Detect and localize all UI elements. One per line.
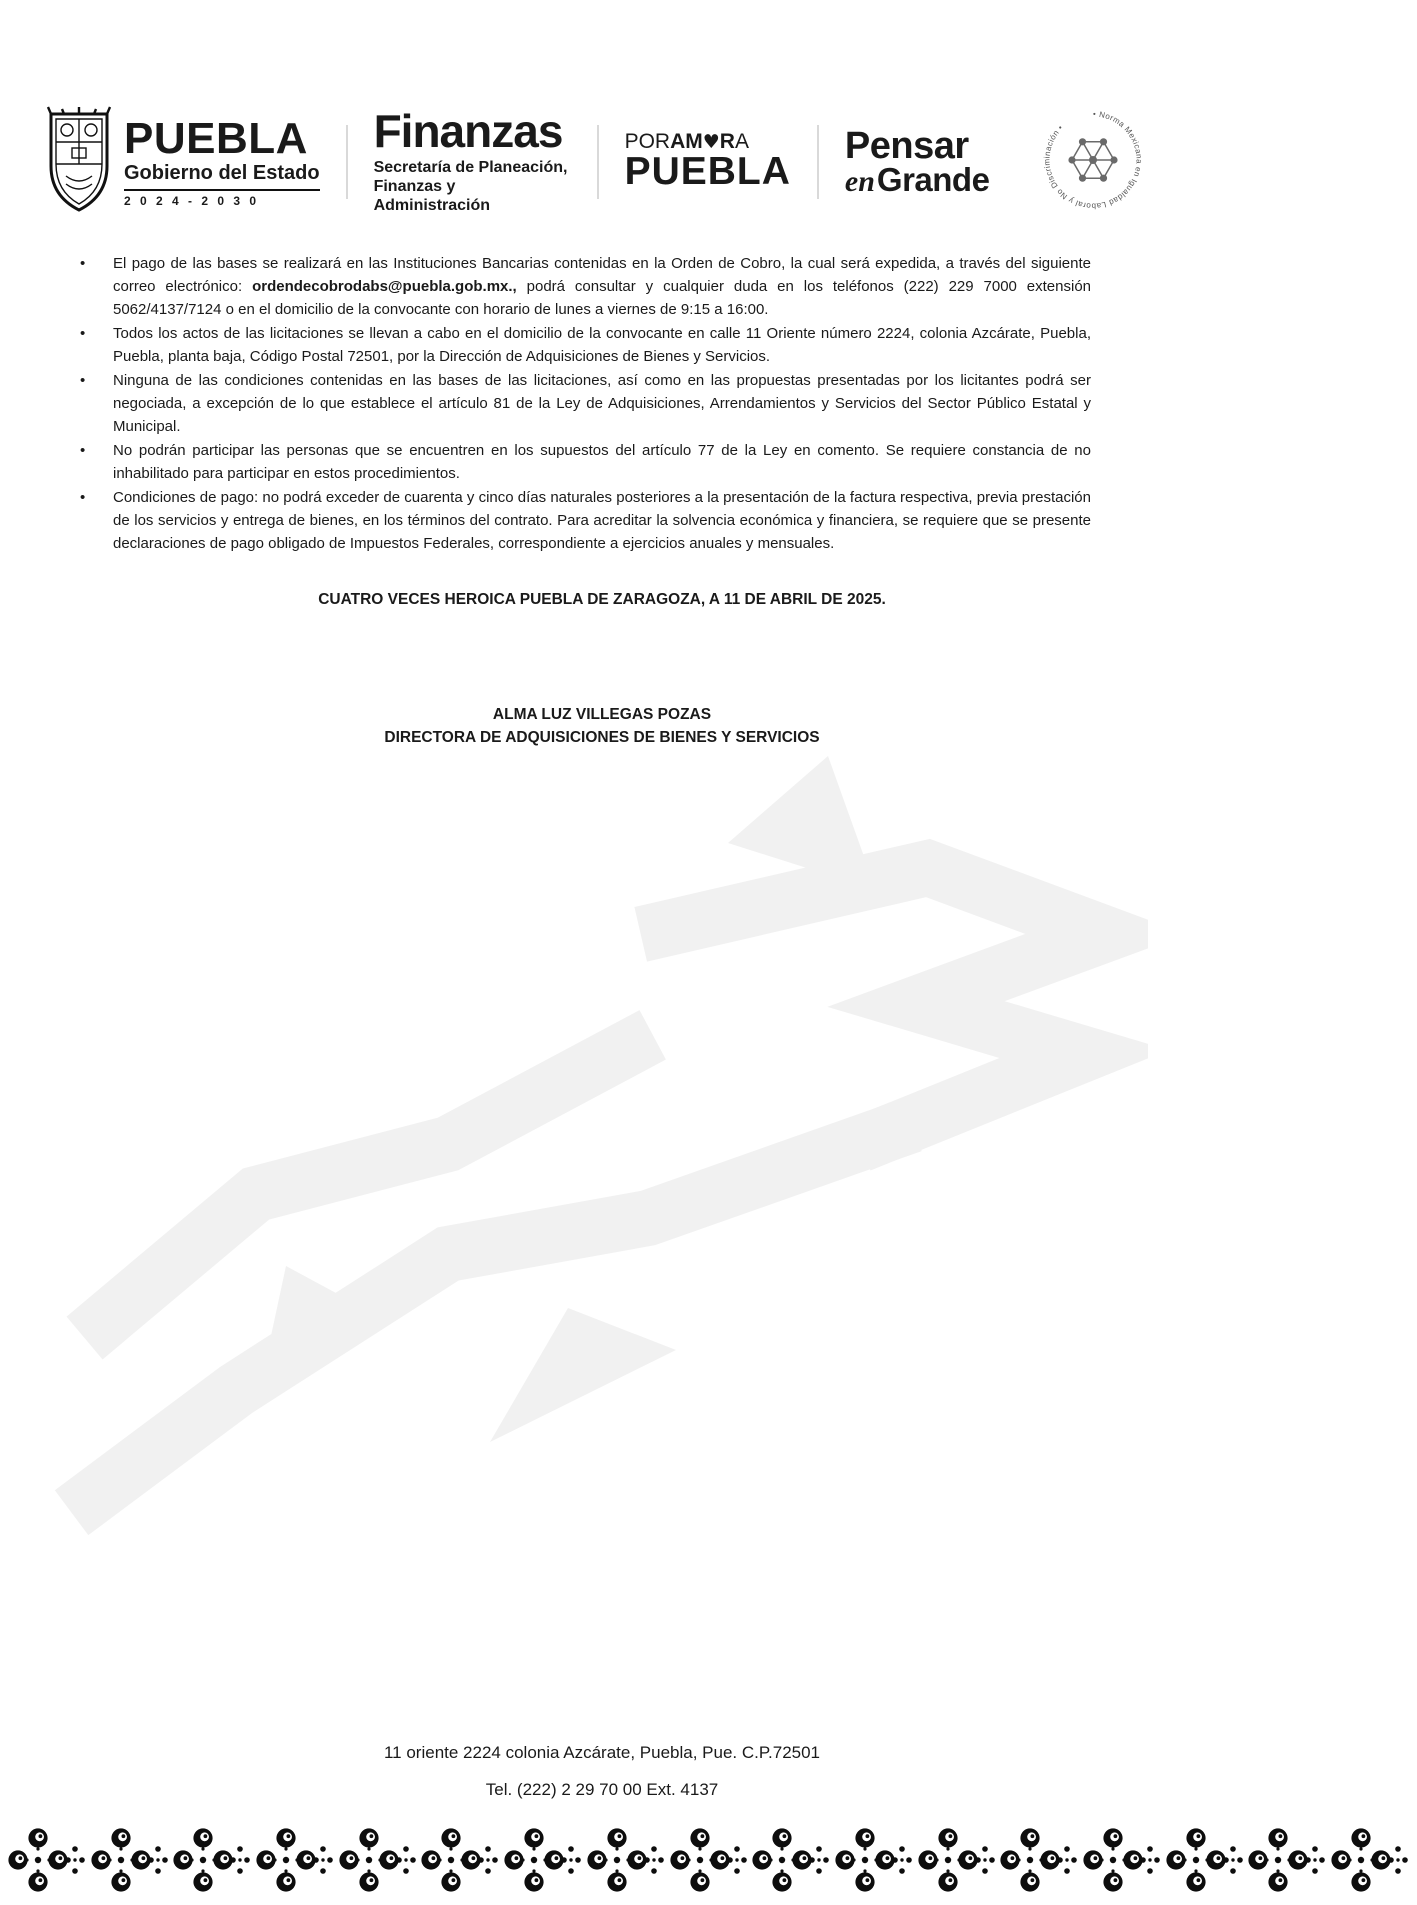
header-divider — [346, 125, 348, 199]
bullet-list — [113, 252, 1091, 556]
pensar-en-grande-logo — [845, 127, 1022, 197]
date-line: CUATRO VECES HEROICA PUEBLA DE ZARAGOZA, A 11 DE ABRIL DE 2025. — [318, 591, 886, 608]
gov-logo-years: 2 0 2 4 - 2 0 3 0 — [124, 193, 260, 208]
pensar-word: Pensar — [844, 125, 969, 167]
talavera-motif-icon — [256, 1826, 334, 1894]
bullet-text: podrá consultar y cualquier duda en los teléfonos (222) 229 7000 extensión 5062/4137/7124 o en el domicilio de la convocante con horario de lunes a viernes de 9:15 a 16:00. — [113, 278, 1092, 318]
talavera-motif-icon — [1331, 1826, 1409, 1894]
header-logos — [46, 92, 1146, 232]
talavera-motif-icon — [1000, 1826, 1078, 1894]
gov-logo-title: PUEBLA — [124, 113, 308, 163]
heart-icon: ♥ — [702, 131, 720, 154]
por-amor-puebla: PUEBLA — [624, 150, 791, 194]
bullet-item — [113, 322, 1091, 368]
puebla-coat-of-arms-icon — [46, 104, 112, 221]
footer-contact — [113, 1734, 1091, 1808]
header-divider — [597, 125, 599, 199]
footer-address: 11 oriente 2224 colonia Azcárate, Puebla, Pue. C.P.72501 — [383, 1743, 821, 1762]
por-amor-a: A — [734, 130, 749, 154]
talavera-motif-icon — [91, 1826, 169, 1894]
talavera-motif-icon — [835, 1826, 913, 1894]
talavera-motif-icon — [670, 1826, 748, 1894]
talavera-motif-icon — [504, 1826, 582, 1894]
por-amor-por: POR — [624, 130, 671, 154]
bullet-item — [113, 252, 1091, 321]
bullet-text: No podrán participar las personas que se encuentren en los supuestos del artículo 77 de la Ley en comento. Se requiere constancia de no inhabilitado para participar en estos procedimientos. — [113, 442, 1091, 482]
talavera-motif-icon — [8, 1826, 86, 1894]
talavera-motif-icon — [1248, 1826, 1326, 1894]
svg-text:• Norma Mexicana en Igualdad L: • Norma Mexicana en Igualdad Laboral y No Discriminación • — [1042, 108, 1144, 211]
talavera-motif-icon — [421, 1826, 499, 1894]
bullet-item — [113, 486, 1091, 555]
por-amor-am: AM — [670, 130, 703, 154]
por-amor-line — [625, 131, 791, 152]
finanzas-title: Finanzas — [373, 105, 563, 158]
bullet-bold-text: ordendecobrodabs@puebla.gob.mx., — [252, 278, 517, 295]
igualdad-laboral-badge-icon — [1040, 107, 1146, 218]
talavera-motif-icon — [1166, 1826, 1244, 1894]
header-divider — [817, 125, 819, 199]
talavera-border — [0, 1825, 1417, 1895]
signature-name: ALMA LUZ VILLEGAS POZAS — [492, 706, 712, 723]
talavera-motif-icon — [587, 1826, 665, 1894]
bullet-item — [113, 369, 1091, 438]
finanzas-logo — [373, 105, 571, 216]
finanzas-subtitle-2: Finanzas y Administración — [373, 178, 491, 214]
gov-logo-rule — [124, 189, 320, 191]
por-amor-r: R — [719, 130, 735, 154]
talavera-motif-icon — [339, 1826, 417, 1894]
bullet-text: Ninguna de las condiciones contenidas en las bases de las licitaciones, así como en las propuestas presentadas por los licitantes podrá ser negociada, a excepción de lo que establece el artículo 81 de la Ley de Adquisiciones, Arrendamientos y Servicios del Sector Público Estatal y Municipal. — [113, 372, 1091, 435]
bullet-text: Condiciones de pago: no podrá exceder de cuarenta y cinco días naturales posteriores a la presentación de la factura respectiva, previa prestación de los servicios y entrega de bienes, en los términos del contrato. Para acreditar la solvencia económica y financiera, se requiere que se presente declaraciones de pago obligado de Impuestos Federales, correspondiente a ejercicios anuales y mensuales. — [113, 489, 1091, 552]
por-amor-a-puebla-logo — [625, 131, 791, 193]
talavera-motif-icon — [173, 1826, 251, 1894]
en-grande-line — [845, 163, 1022, 197]
grande-word: Grande — [876, 161, 990, 198]
bullet-text: El pago de las bases se realizará en las Instituciones Bancarias contenidas en la Orden de Cobro, la cual será expedida, a través del siguiente correo electrónico: — [113, 255, 1091, 295]
talavera-motif-icon — [752, 1826, 830, 1894]
puebla-government-logo — [124, 113, 320, 208]
bullet-text: Todos los actos de las licitaciones se llevan a cabo en el domicilio de la convocante en calle 11 Oriente número 2224, colonia Azcárate, Puebla, Puebla, planta baja, Código Postal 72501, por la Dirección de Adquisiciones de Bienes y Servicios. — [113, 325, 1091, 365]
bullet-item — [113, 439, 1091, 485]
talavera-motif-icon — [1083, 1826, 1161, 1894]
talavera-motif-icon — [918, 1826, 996, 1894]
finanzas-subtitle-1: Secretaría de Planeación, — [373, 159, 568, 177]
xoloitzcuintle-watermark — [28, 748, 1148, 1553]
en-word: en — [844, 165, 875, 198]
footer-phone: Tel. (222) 2 29 70 00 Ext. 4137 — [485, 1780, 719, 1799]
signature-block — [113, 703, 1091, 749]
signature-title: DIRECTORA DE ADQUISICIONES DE BIENES Y SERVICIOS — [384, 729, 820, 746]
gov-logo-subtitle: Gobierno del Estado — [124, 161, 320, 184]
